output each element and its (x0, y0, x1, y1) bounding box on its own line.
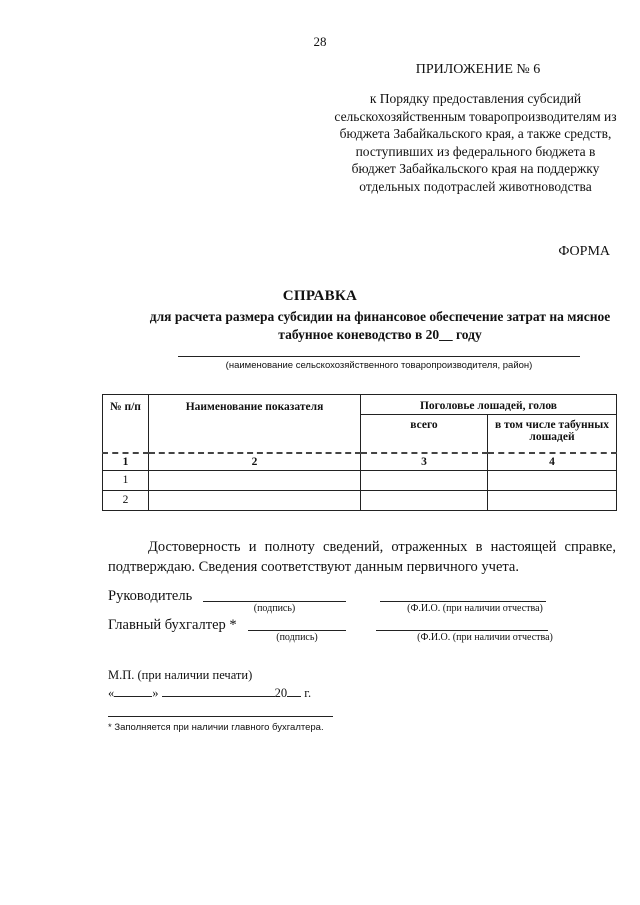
herd-cell[interactable] (488, 490, 617, 510)
table-row (103, 470, 617, 490)
header-indicator: Наименование показателя (149, 395, 361, 453)
confirmation-text: Достоверность и полноту сведений, отраженных в настоящей справке, подтверждаю. Сведения соответствуют данным первичного учета. (108, 539, 616, 575)
accountant-signature-line[interactable] (248, 630, 346, 631)
column-number-cell: 4 (488, 453, 617, 471)
header-total: всего (361, 415, 488, 453)
document-subtitle: для расчета размера субсидии на финансовое обеспечение затрат на мясное табунное коневодство в 20__ году (149, 309, 611, 342)
date-year-prefix: 20 (274, 686, 288, 700)
form-label: ФОРМА (558, 244, 610, 259)
column-number-cell: 1 (103, 453, 149, 471)
producer-name-caption: (наименование сельскохозяйственного товаропроизводителя, район) (225, 360, 533, 371)
total-cell[interactable] (361, 470, 488, 490)
header-livestock-group: Поголовье лошадей, голов (361, 395, 617, 415)
footnote-rule (108, 716, 333, 717)
page-number: 28 (313, 34, 327, 49)
head-signature-line[interactable] (203, 601, 346, 602)
column-number-cell: 2 (149, 453, 361, 471)
date-line (108, 685, 311, 701)
accountant-fio-line[interactable] (376, 630, 548, 631)
accountant-signature-caption: (подпись) (276, 632, 318, 643)
indicators-table (102, 394, 617, 511)
date-month-blank[interactable] (162, 685, 275, 697)
accountant-label: Главный бухгалтер * (108, 617, 237, 633)
indicator-cell[interactable] (149, 470, 361, 490)
row-number-cell: 2 (103, 490, 149, 510)
head-signature-caption: (подпись) (253, 603, 296, 614)
row-number-cell: 1 (103, 470, 149, 490)
appendix-text: к Порядку предоставления субсидий сельскохозяйственным товаропроизводителям из бюджета Забайкальского края, а также средств, поступивших из федерального бюджета в бюджет Забайкальского края на поддержку отдельных подотраслей животноводства (334, 91, 617, 194)
total-cell[interactable] (361, 490, 488, 510)
appendix-title: ПРИЛОЖЕНИЕ № 6 (415, 62, 541, 77)
document-title: СПРАВКА (282, 288, 358, 304)
indicator-cell[interactable] (149, 490, 361, 510)
date-year-suffix: г. (304, 686, 312, 700)
stamp-note: М.П. (при наличии печати) (108, 668, 253, 682)
herd-cell[interactable] (488, 470, 617, 490)
date-close-quote: » (152, 686, 159, 700)
producer-name-line[interactable] (178, 356, 580, 357)
head-label: Руководитель (108, 588, 193, 604)
date-year-blank[interactable] (287, 685, 301, 697)
head-fio-line[interactable] (380, 601, 546, 602)
table-row (103, 490, 617, 510)
header-number: № п/п (103, 395, 149, 453)
date-open-quote: « (108, 686, 115, 700)
accountant-fio-caption: (Ф.И.О. (при наличии отчества) (417, 632, 553, 643)
column-number-cell: 3 (361, 453, 488, 471)
header-herd-horses: в том числе табунных лошадей (488, 415, 617, 453)
head-fio-caption: (Ф.И.О. (при наличии отчества) (407, 603, 543, 614)
date-day-blank[interactable] (114, 685, 152, 697)
footnote: * Заполняется при наличии главного бухгалтера. (108, 722, 324, 733)
